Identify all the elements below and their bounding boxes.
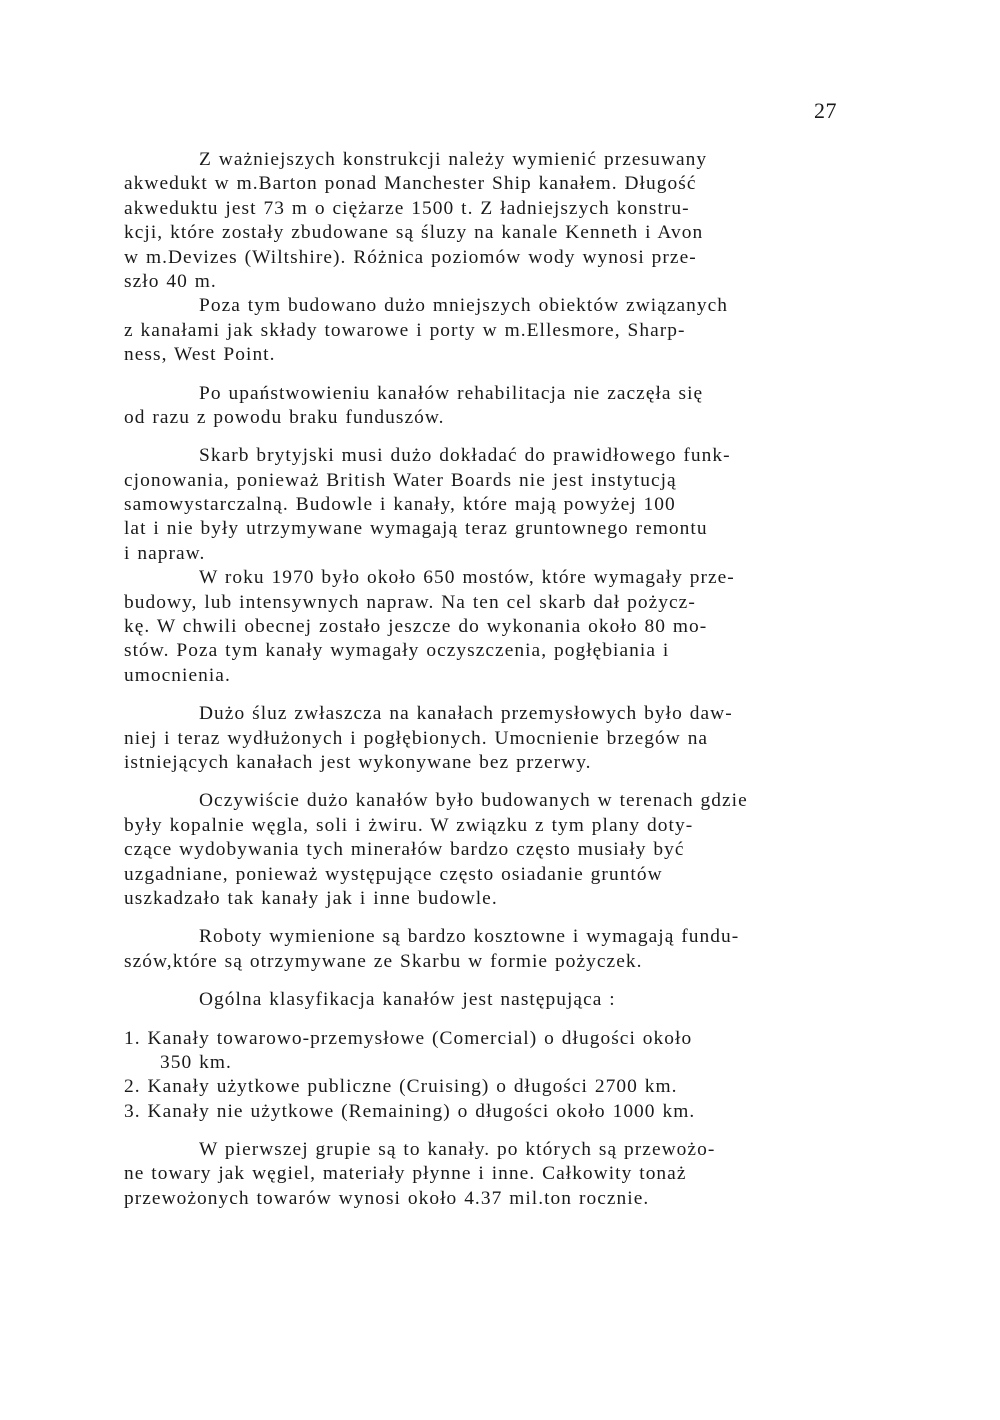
text-line: szło 40 m. <box>124 270 217 292</box>
classification-list <box>124 1027 884 1125</box>
text-line: umocnienia. <box>124 664 231 686</box>
paragraph <box>124 566 884 688</box>
text-line: cjonowania, ponieważ British Water Boards nie jest instytucją <box>124 469 677 491</box>
page-number: 27 <box>814 98 837 123</box>
text-line: Z ważniejszych konstrukcji należy wymienić przesuwany <box>199 149 708 170</box>
paragraph <box>124 789 884 911</box>
paragraph <box>124 1138 884 1211</box>
list-item <box>124 1027 884 1076</box>
list-item <box>124 1100 884 1124</box>
text-line: 3. Kanały nie użytkowe (Remaining) o długości około 1000 km. <box>124 1100 696 1122</box>
text-line: 2. Kanały użytkowe publiczne (Cruising) o długości 2700 km. <box>124 1076 678 1098</box>
text-line: ness, West Point. <box>124 344 276 366</box>
paragraph <box>124 444 884 566</box>
text-line: akweduktu jest 73 m o ciężarze 1500 t. Z ładniejszych konstru- <box>124 197 690 219</box>
paragraph <box>124 294 884 367</box>
text-line: Poza tym budowano dużo mniejszych obiektów związanych <box>199 295 729 317</box>
text-line: stów. Poza tym kanały wymagały oczyszczenia, pogłębiania i <box>124 640 670 662</box>
text-line: z kanałami jak składy towarowe i porty w m.Ellesmore, Sharp- <box>124 319 686 341</box>
text-line: 1. Kanały towarowo-przemysłowe (Comercial) o długości około <box>124 1027 693 1049</box>
text-line: ne towary jak węgiel, materiały płynne i inne. Całkowity tonaż <box>124 1163 687 1185</box>
text-line: kcji, które zostały zbudowane są śluzy na kanale Kenneth i Avon <box>124 222 704 244</box>
list-item <box>124 1075 884 1099</box>
text-line: Oczywiście dużo kanałów było budowanych w terenach gdzie <box>199 790 748 812</box>
text-line: 350 km. <box>160 1051 232 1073</box>
text-line: samowystarczalną. Budowle i kanały, które mają powyżej 100 <box>124 494 676 516</box>
text-line: w m.Devizes (Wiltshire). Różnica poziomów wody wynosi prze- <box>124 246 697 268</box>
text-line: istniejących kanałach jest wykonywane bez przerwy. <box>124 751 592 773</box>
text-line: akwedukt w m.Barton ponad Manchester Ship kanałem. Długość <box>124 173 697 195</box>
text-line: niej i teraz wydłużonych i pogłębionych. Umocnienie brzegów na <box>124 727 709 749</box>
text-line: W roku 1970 było około 650 mostów, które wymagały prze- <box>199 567 735 589</box>
paragraph <box>124 382 884 431</box>
text-line: kę. W chwili obecnej zostało jeszcze do wykonania około 80 mo- <box>124 616 708 638</box>
text-line: lat i nie były utrzymywane wymagają teraz gruntownego remontu <box>124 518 708 540</box>
paragraph <box>124 925 884 974</box>
text-line: Ogólna klasyfikacja kanałów jest następująca : <box>199 989 616 1011</box>
paragraph <box>124 148 884 294</box>
text-line: czące wydobywania tych minerałów bardzo często musiały być <box>124 839 685 861</box>
text-line: Po upaństwowieniu kanałów rehabilitacja nie zaczęła się <box>199 382 704 404</box>
text-line: przewożonych towarów wynosi około 4.37 mil.ton rocznie. <box>124 1187 650 1209</box>
paragraph <box>124 702 884 775</box>
text-line: Dużo śluz zwłaszcza na kanałach przemysłowych było daw- <box>199 703 733 725</box>
text-line: od razu z powodu braku funduszów. <box>124 406 445 428</box>
text-line: były kopalnie węgla, soli i żwiru. W związku z tym plany doty- <box>124 814 694 836</box>
text-line: uzgadniane, ponieważ występujące często osiadanie gruntów <box>124 863 663 885</box>
text-line: i napraw. <box>124 542 206 564</box>
text-line: budowy, lub intensywnych napraw. Na ten cel skarb dał pożycz- <box>124 591 696 613</box>
text-line: Skarb brytyjski musi dużo dokładać do prawidłowego funk- <box>199 445 731 467</box>
text-line: Roboty wymienione są bardzo kosztowne i wymagają fundu- <box>199 926 740 948</box>
text-line: W pierwszej grupie są to kanały. po których są przewożo- <box>199 1139 716 1161</box>
document-body <box>124 148 884 1211</box>
text-line: uszkadzało tak kanały jak i inne budowle. <box>124 887 498 909</box>
paragraph <box>124 988 884 1012</box>
text-line: szów,które są otrzymywane ze Skarbu w formie pożyczek. <box>124 950 643 972</box>
